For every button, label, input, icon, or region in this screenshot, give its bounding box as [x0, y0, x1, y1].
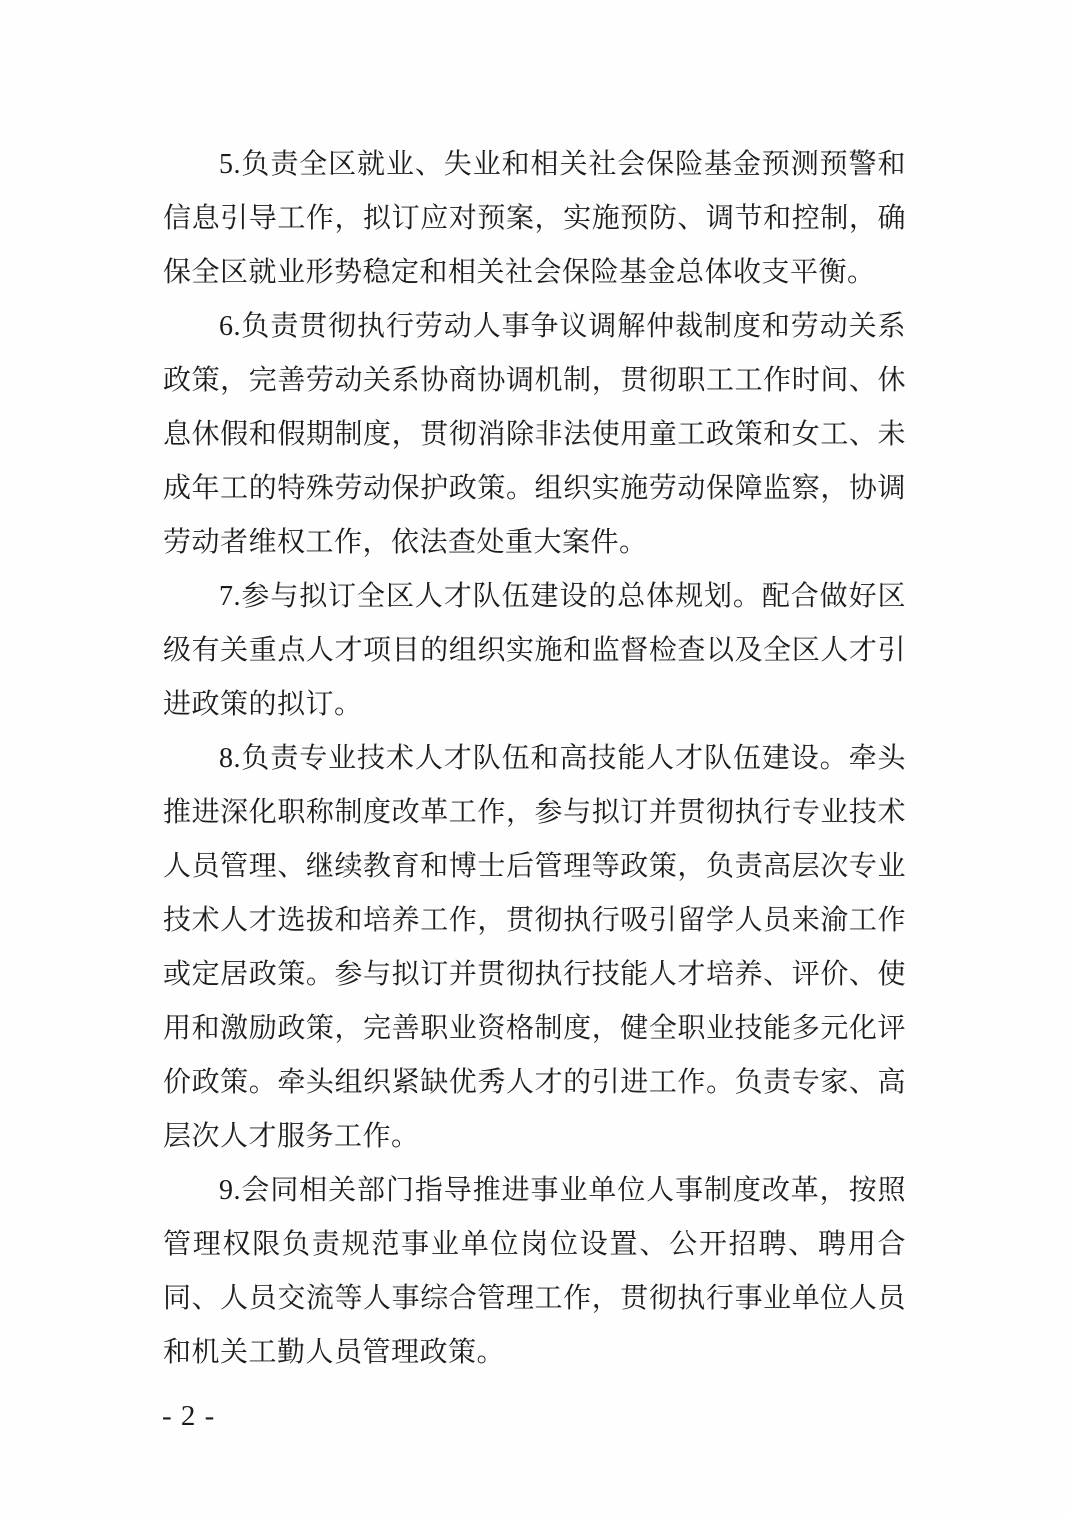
paragraph-item-6: 6.负责贯彻执行劳动人事争议调解仲裁制度和劳动关系政策，完善劳动关系协商协调机制，贯彻职工工作时间、休息休假和假期制度，贯彻消除非法使用童工政策和女工、未成年工的特殊劳动保护政策。组织实施劳动保障监察，协调劳动者维权工作，依法查处重大案件。 — [163, 311, 906, 558]
document-body — [163, 138, 906, 1380]
page-number: - 2 - — [162, 1400, 216, 1432]
paragraph-item-9: 9.会同相关部门指导推进事业单位人事制度改革，按照管理权限负责规范事业单位岗位设置、公开招聘、聘用合同、人员交流等人事综合管理工作，贯彻执行事业单位人员和机关工勤人员管理政策。 — [163, 1175, 906, 1368]
paragraph-item-8: 8.负责专业技术人才队伍和高技能人才队伍建设。牵头推进深化职称制度改革工作，参与拟订并贯彻执行专业技术人员管理、继续教育和博士后管理等政策，负责高层次专业技术人才选拔和培养工作，贯彻执行吸引留学人员来渝工作或定居政策。参与拟订并贯彻执行技能人才培养、评价、使用和激励政策，完善职业资格制度，健全职业技能多元化评价政策。牵头组织紧缺优秀人才的引进工作。负责专家、高层次人才服务工作。 — [163, 743, 906, 1152]
paragraph-item-7: 7.参与拟订全区人才队伍建设的总体规划。配合做好区级有关重点人才项目的组织实施和监督检查以及全区人才引进政策的拟订。 — [163, 581, 906, 720]
paragraph-item-5: 5.负责全区就业、失业和相关社会保险基金预测预警和信息引导工作，拟订应对预案，实施预防、调节和控制，确保全区就业形势稳定和相关社会保险基金总体收支平衡。 — [163, 149, 906, 288]
